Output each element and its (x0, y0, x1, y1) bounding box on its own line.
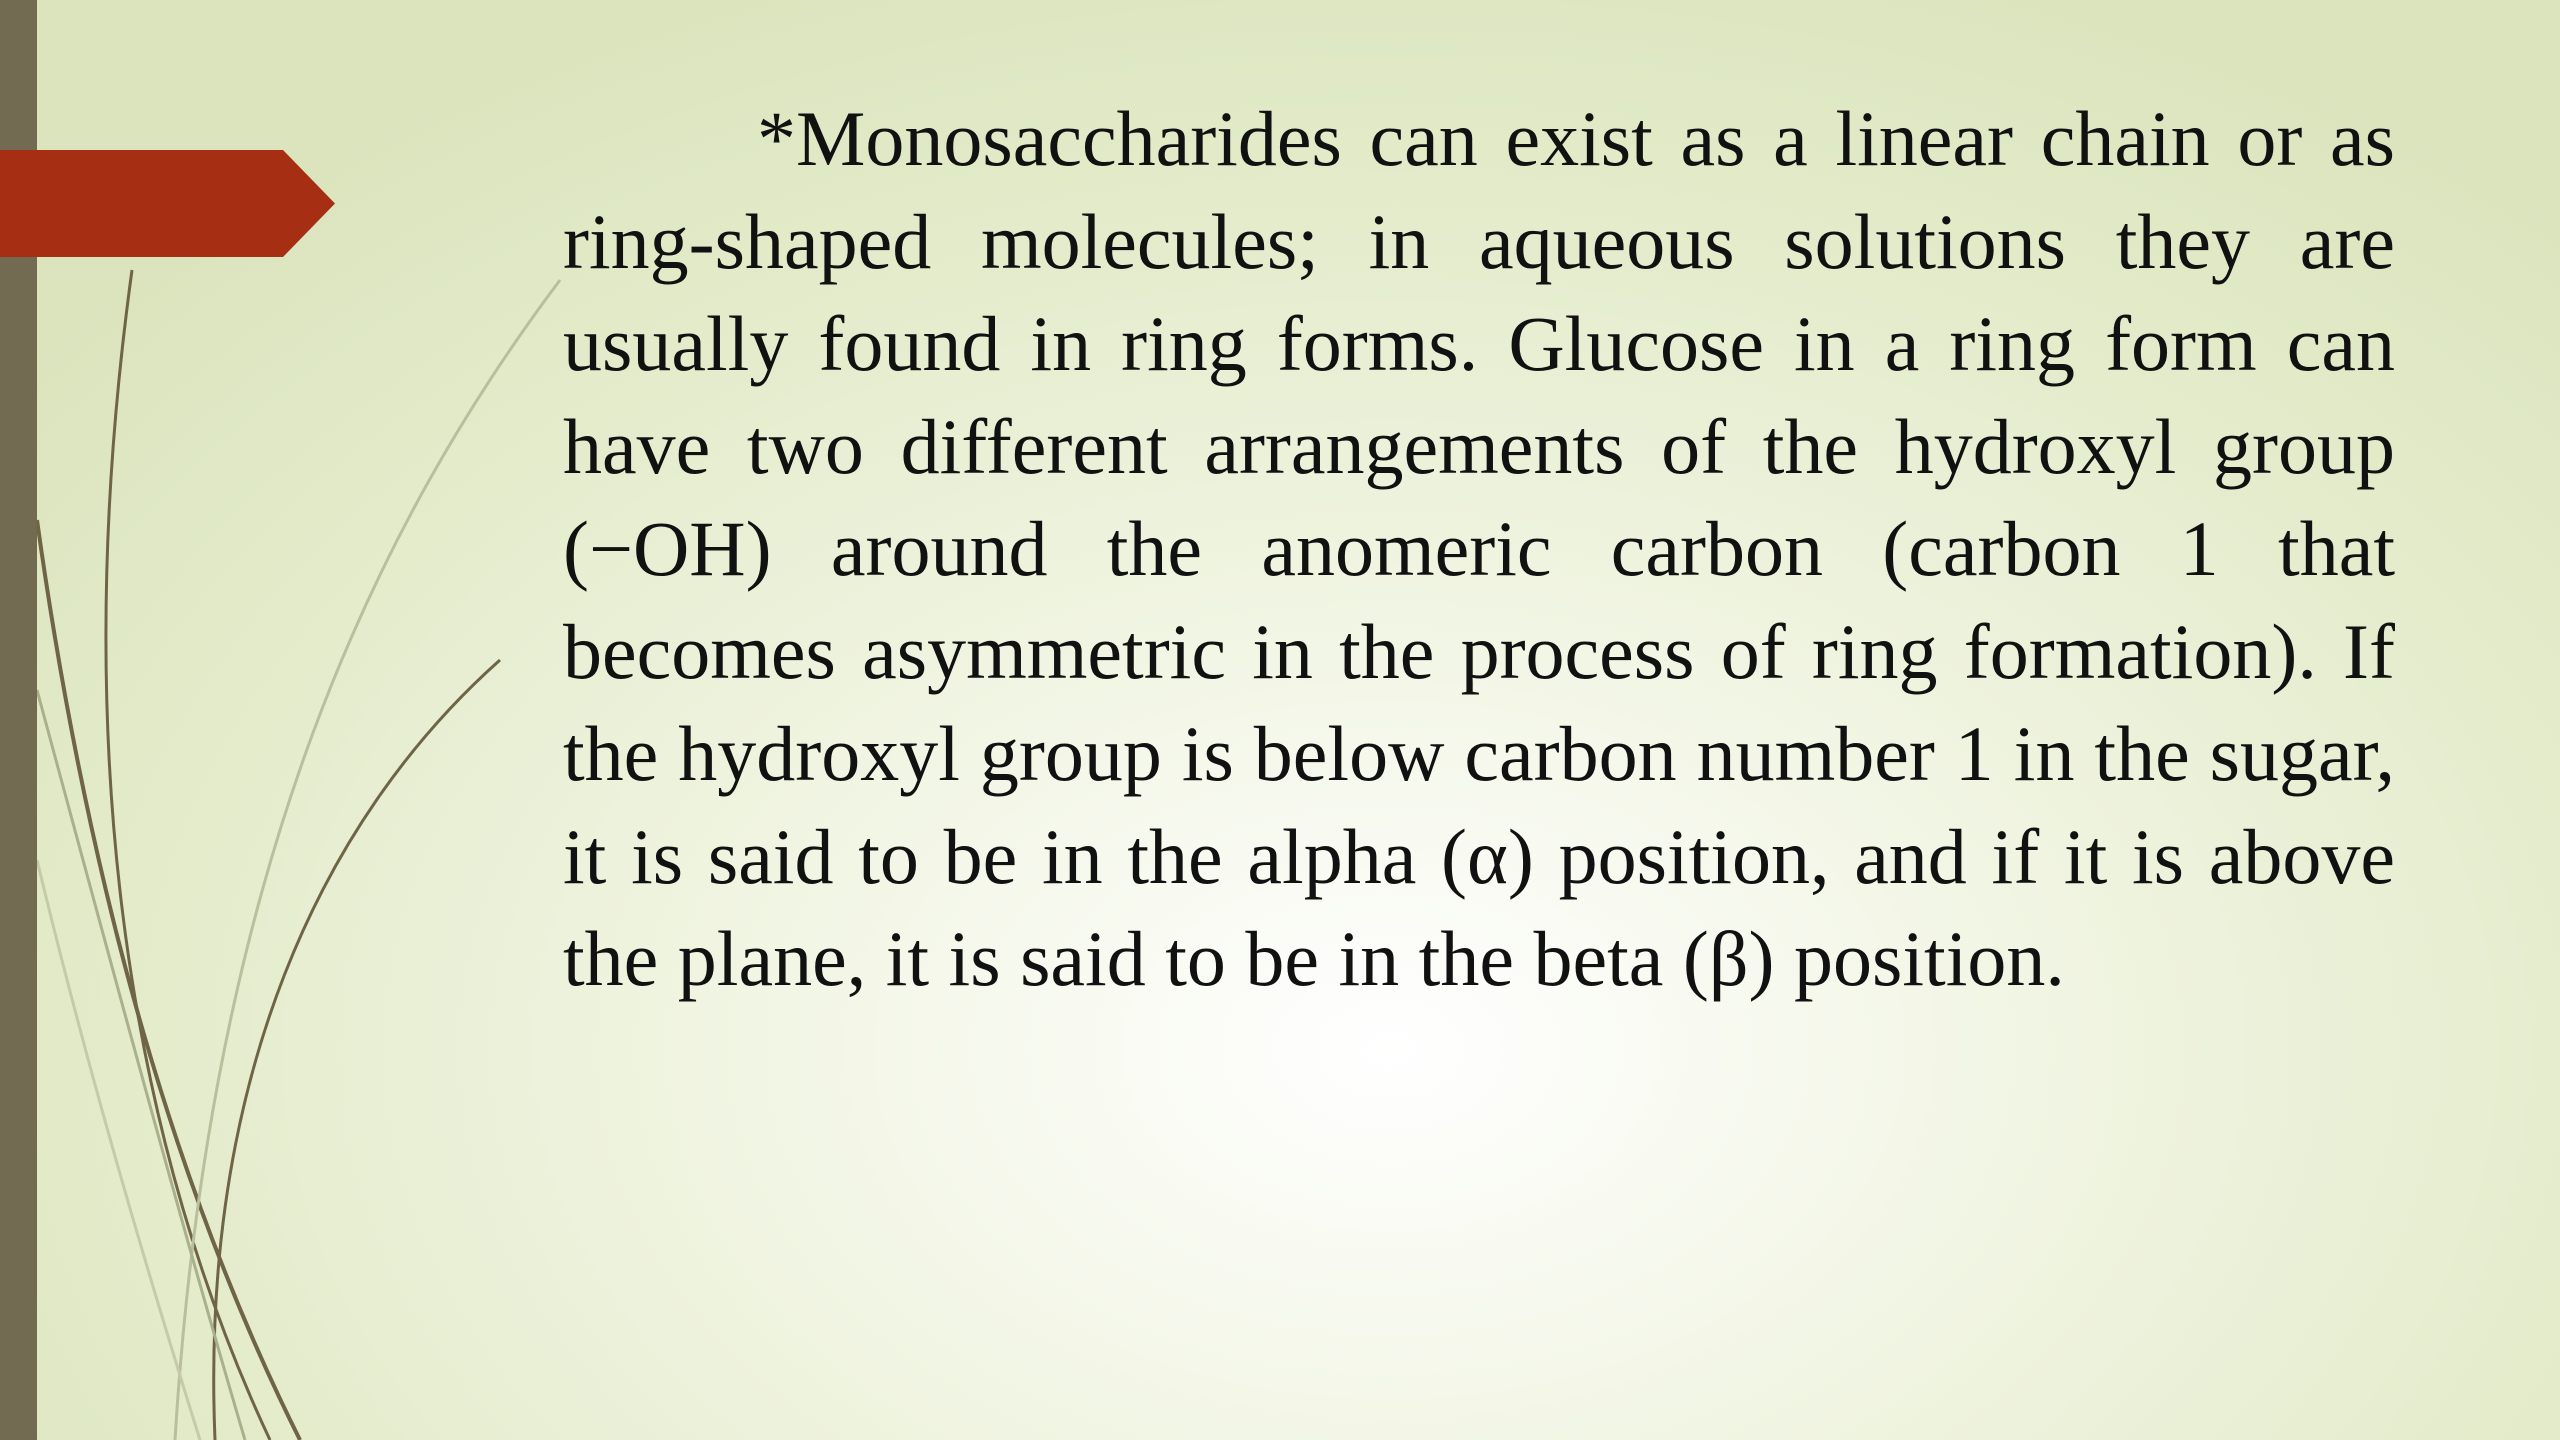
decor-curve-1 (106, 270, 270, 1440)
arrow-banner (0, 150, 335, 257)
decor-curve-2 (37, 520, 300, 1440)
decor-curve-4 (175, 280, 560, 1440)
decor-curve-5 (37, 690, 245, 1440)
decor-curve-3 (214, 660, 500, 1440)
slide-body-text: *Monosaccharides can exist as a linear chain or as ring-shaped molecules; in aqueous solutions they are usually found in ring forms. Glucose in a ring form can have two different arrangements of the hydroxyl group (−OH) around the anomeric carbon (carbon 1 that becomes asymmetric in the process of ring formation). If the hydroxyl group is below carbon number 1 in the sugar, it is said to be in the alpha (α) position, and if it is above the plane, it is said to be in the beta (β) position. (563, 95, 2395, 1002)
